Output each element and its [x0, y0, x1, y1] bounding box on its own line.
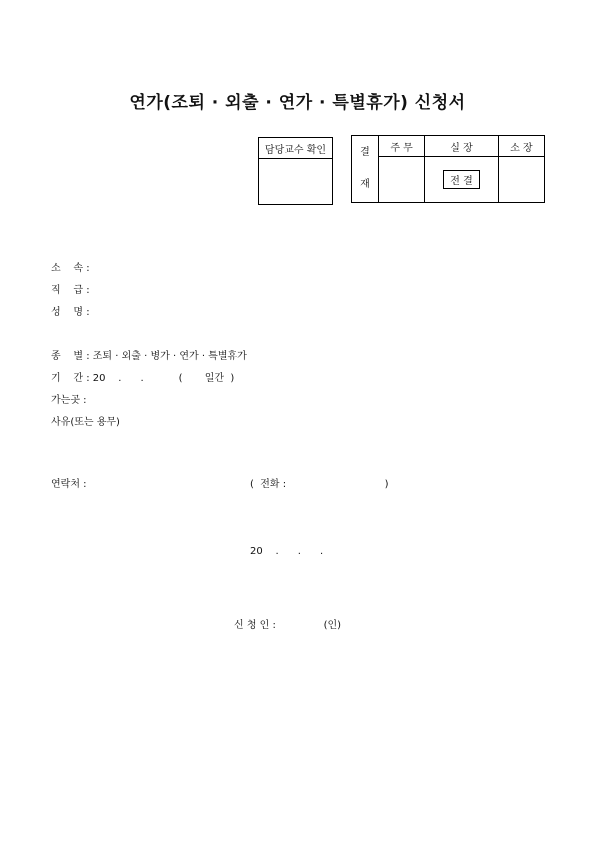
field-contact: 연락처 :	[51, 479, 87, 490]
professor-confirm-cell	[259, 159, 333, 205]
approval-header-manager: 주 무	[379, 136, 425, 157]
approval-cell-director	[425, 157, 499, 203]
professor-confirm-box	[258, 137, 333, 205]
date-line: 20 . . .	[250, 546, 324, 557]
approval-cell-manager	[379, 157, 425, 203]
professor-confirm-header: 담당교수 확인	[259, 138, 333, 159]
approval-box	[351, 135, 545, 203]
field-period: 기 간 : 20 . . ( 일간 )	[51, 373, 235, 384]
field-affiliation: 소 속 :	[51, 263, 90, 274]
approval-header-director: 실 장	[425, 136, 499, 157]
field-name: 성 명 :	[51, 307, 90, 318]
field-destination: 가는곳 :	[51, 395, 87, 406]
field-leave-type: 종 별 : 조퇴 · 외출 · 병가 · 연가 · 특별휴가	[51, 351, 247, 362]
applicant-line: 신 청 인 : (인)	[234, 620, 342, 631]
delegated-approval-stamp: 전 결	[443, 170, 480, 189]
page-title: 연가(조퇴 · 외출 · 연가 · 특별휴가) 신청서	[129, 93, 466, 113]
field-reason: 사유(또는 용무)	[51, 417, 120, 428]
approval-side-top: 결	[360, 147, 370, 158]
field-position: 직 급 :	[51, 285, 90, 296]
approval-cell-head	[498, 157, 544, 203]
approval-header-head: 소 장	[498, 136, 544, 157]
approval-side-bottom: 재	[360, 179, 370, 190]
field-phone: ( 전화 : )	[250, 479, 389, 490]
approval-side-label	[352, 136, 379, 203]
